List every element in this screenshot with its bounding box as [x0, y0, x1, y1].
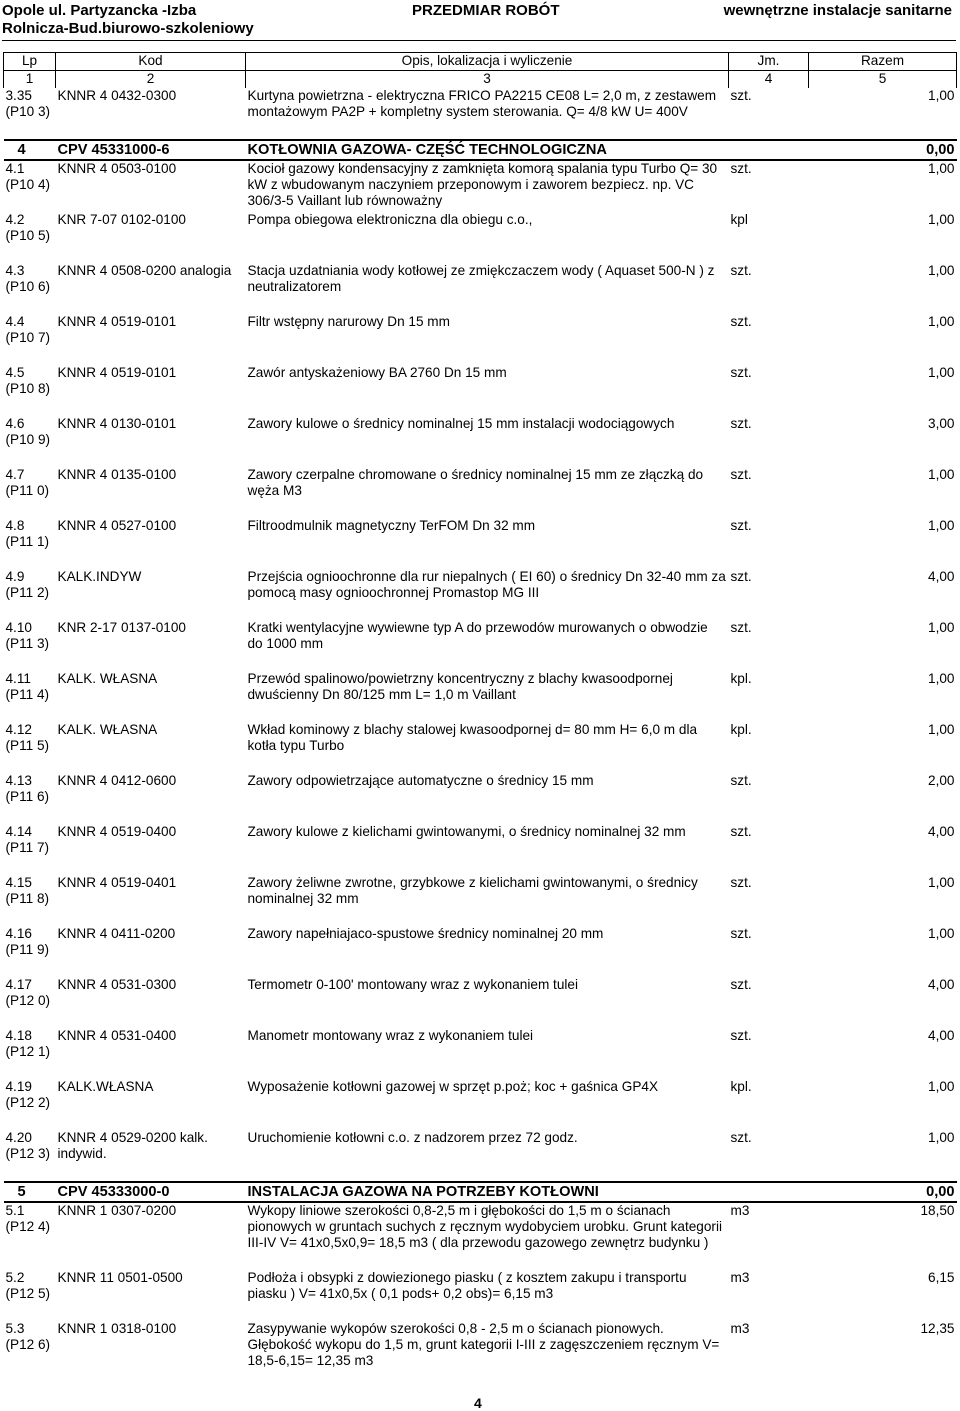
item-code: KNNR 4 0527-0100 — [57, 518, 177, 533]
item-description: Zawory żeliwne zwrotne, grzybkowe z kielichami gwintowanymi, o średnicy nominalnej 32 mm — [247, 875, 698, 906]
page-number: 4 — [474, 1395, 482, 1411]
item-description: Filtr wstępny narurowy Dn 15 mm — [247, 314, 450, 329]
table-row — [4, 1270, 957, 1321]
bill-of-quantities-table — [3, 52, 957, 1372]
item-quantity: 1,00 — [928, 620, 955, 635]
item-code: KNNR 4 0519-0400 — [57, 824, 177, 839]
item-quantity: 4,00 — [928, 1028, 955, 1043]
table-row — [4, 314, 957, 365]
item-description: Przewód spalinowo/powietrzny koncentryczny z blachy kwasoodpornej dwuścienny Dn 80/125 mm L= 1,0 m Vaillant — [247, 671, 673, 702]
item-lp: 4.3 (P10 6) — [5, 263, 51, 294]
section-number: 4 — [4, 140, 56, 160]
col-lp: Lp — [4, 53, 56, 71]
item-lp: 4.4 (P10 7) — [5, 314, 51, 345]
item-description: Kurtyna powietrzna - elektryczna FRICO PA2215 CE08 L= 2,0 m, z zestawem montażowym PA2P + kompletny system sterowania. Q= 4/8 kW U= 400V — [247, 88, 717, 119]
item-description: Manometr montowany wraz z wykonaniem tulei — [247, 1028, 534, 1043]
item-unit: m3 — [730, 1203, 750, 1218]
item-description: Kocioł gazowy kondensacyjny z zamknięta komorą spalania typu Turbo Q= 30 kW z wbudowanym naczyniem przeponowym i zaworem bezpiecz. np. VC 306/3-5 Vaillant lub równoważny — [247, 161, 718, 208]
col-num-2: 2 — [56, 71, 246, 89]
table-row — [4, 824, 957, 875]
col-num-3: 3 — [246, 71, 729, 89]
item-unit: szt. — [730, 569, 752, 584]
col-jm: Jm. — [729, 53, 809, 71]
item-unit: szt. — [730, 875, 752, 890]
table-row — [4, 212, 957, 263]
item-quantity: 1,00 — [928, 1079, 955, 1094]
item-code: KNR 2-17 0137-0100 — [57, 620, 186, 635]
table-row — [4, 518, 957, 569]
item-description: Stacja uzdatniania wody kotłowej ze zmiękczaczem wody ( Aquaset 500-N ) z neutralizatorem — [247, 263, 715, 294]
item-quantity: 1,00 — [928, 161, 955, 176]
table-row — [4, 1321, 957, 1372]
table-row — [4, 365, 957, 416]
item-unit: szt. — [730, 620, 752, 635]
table-row — [4, 88, 957, 140]
item-lp: 4.15 (P11 8) — [5, 875, 50, 906]
item-code: KNNR 1 0307-0200 — [57, 1203, 177, 1218]
section-row — [4, 140, 957, 160]
item-quantity: 1,00 — [928, 722, 955, 737]
item-description: Przejścia ognioochronne dla rur niepalnych ( EI 60) o średnicy Dn 32-40 mm za pomocą masy ognioochronnej Promastop MG III — [247, 569, 726, 600]
item-lp: 4.6 (P10 9) — [5, 416, 51, 447]
item-lp: 5.1 (P12 4) — [5, 1203, 51, 1234]
table-row — [4, 620, 957, 671]
item-quantity: 1,00 — [928, 1130, 955, 1145]
item-lp: 4.20 (P12 3) — [5, 1130, 51, 1161]
item-quantity: 1,00 — [928, 467, 955, 482]
item-code: KNNR 4 0531-0400 — [57, 1028, 177, 1043]
item-description: Kratki wentylacyjne wywiewne typ A do przewodów murowanych o obwodzie do 1000 mm — [247, 620, 708, 651]
item-unit: szt. — [730, 1130, 752, 1145]
item-unit: szt. — [730, 416, 752, 431]
item-quantity: 4,00 — [928, 569, 955, 584]
item-lp: 3.35 (P10 3) — [5, 88, 51, 119]
item-code: KNNR 4 0503-0100 — [57, 161, 177, 176]
item-unit: szt. — [730, 365, 752, 380]
table-row — [4, 671, 957, 722]
item-lp: 4.19 (P12 2) — [5, 1079, 51, 1110]
column-number-row — [4, 71, 957, 89]
col-opis: Opis, lokalizacja i wyliczenie — [246, 53, 729, 71]
item-lp: 4.8 (P11 1) — [5, 518, 50, 549]
item-unit: szt. — [730, 773, 752, 788]
header-divider — [2, 40, 956, 41]
section-code: CPV 45331000-6 — [56, 140, 246, 160]
header-left-line2: Rolnicza-Bud.biurowo-szkoleniowy — [2, 20, 254, 37]
item-quantity: 1,00 — [928, 212, 955, 227]
item-unit: szt. — [730, 263, 752, 278]
item-unit: szt. — [730, 824, 752, 839]
section-code: CPV 45333000-0 — [56, 1182, 246, 1202]
item-code: KNR 7-07 0102-0100 — [57, 212, 186, 227]
item-lp: 4.1 (P10 4) — [5, 161, 51, 192]
item-code: KALK. WŁASNA — [57, 671, 158, 686]
item-description: Termometr 0-100' montowany wraz z wykonaniem tulei — [247, 977, 578, 992]
item-code: KNNR 4 0412-0600 — [57, 773, 177, 788]
item-unit: szt. — [730, 88, 752, 103]
header-left — [2, 2, 254, 38]
item-unit: szt. — [730, 467, 752, 482]
section-row — [4, 1182, 957, 1202]
item-description: Wkład kominowy z blachy stalowej kwasoodpornej d= 80 mm H= 6,0 m dla kotła typu Turbo — [247, 722, 698, 753]
item-lp: 4.11 (P11 4) — [5, 671, 50, 702]
table-row — [4, 569, 957, 620]
item-lp: 4.5 (P10 8) — [5, 365, 51, 396]
item-unit: kpl. — [730, 671, 752, 686]
item-quantity: 18,50 — [920, 1203, 955, 1218]
item-code: KNNR 4 0508-0200 analogia — [57, 263, 232, 278]
col-num-1: 1 — [4, 71, 56, 89]
item-unit: szt. — [730, 1028, 752, 1043]
item-quantity: 1,00 — [928, 263, 955, 278]
item-unit: szt. — [730, 161, 752, 176]
item-code: KNNR 4 0135-0100 — [57, 467, 177, 482]
item-code: KNNR 4 0529-0200 kalk. indywid. — [57, 1130, 208, 1161]
item-quantity: 4,00 — [928, 824, 955, 839]
item-lp: 4.17 (P12 0) — [5, 977, 51, 1008]
item-quantity: 1,00 — [928, 314, 955, 329]
column-header-row — [4, 53, 957, 71]
item-quantity: 1,00 — [928, 671, 955, 686]
item-unit: szt. — [730, 314, 752, 329]
item-quantity: 1,00 — [928, 365, 955, 380]
item-description: Wykopy liniowe szerokości 0,8-2,5 m i głębokości do 1,5 m o ścianach pionowych w gruntach suchych z ręcznym wydobyciem urobku. Grunt kategorii III-IV V= 41x0,5x0,9= 18,5 m3 ( dla przewodu gazowego zewnętrz budynku ) — [247, 1203, 722, 1250]
item-quantity: 1,00 — [928, 926, 955, 941]
item-quantity: 1,00 — [928, 875, 955, 890]
item-quantity: 1,00 — [928, 518, 955, 533]
item-description: Zawory odpowietrzające automatyczne o średnicy 15 mm — [247, 773, 594, 788]
item-quantity: 4,00 — [928, 977, 955, 992]
item-code: KNNR 4 0432-0300 — [57, 88, 177, 103]
item-description: Zawory kulowe z kielichami gwintowanymi, o średnicy nominalnej 32 mm — [247, 824, 686, 839]
item-unit: kpl. — [730, 722, 752, 737]
table-row — [4, 263, 957, 314]
item-description: Zawory kulowe o średnicy nominalnej 15 mm instalacji wodociągowych — [247, 416, 675, 431]
table-body — [4, 53, 957, 1373]
col-num-4: 4 — [729, 71, 809, 89]
item-lp: 4.10 (P11 3) — [5, 620, 50, 651]
item-lp: 5.2 (P12 5) — [5, 1270, 51, 1301]
col-razem: Razem — [809, 53, 957, 71]
item-quantity: 6,15 — [928, 1270, 955, 1285]
item-code: KNNR 11 0501-0500 — [57, 1270, 183, 1285]
item-lp: 4.16 (P11 9) — [5, 926, 50, 957]
section-number: 5 — [4, 1182, 56, 1202]
item-code: KNNR 4 0411-0200 — [57, 926, 176, 941]
item-description: Pompa obiegowa elektroniczna dla obiegu c.o., — [247, 212, 533, 227]
col-num-5: 5 — [809, 71, 957, 89]
item-description: Wyposażenie kotłowni gazowej w sprzęt p.poż; koc + gaśnica GP4X — [247, 1079, 659, 1094]
col-kod: Kod — [56, 53, 246, 71]
item-unit: szt. — [730, 518, 752, 533]
item-description: Uruchomienie kotłowni c.o. z nadzorem przez 72 godz. — [247, 1130, 578, 1145]
page-header — [0, 0, 960, 44]
item-quantity: 1,00 — [928, 88, 955, 103]
item-lp: 4.12 (P11 5) — [5, 722, 50, 753]
section-title: KOTŁOWNIA GAZOWA- CZĘŚĆ TECHNOLOGICZNA — [246, 140, 809, 160]
item-code: KNNR 4 0519-0101 — [57, 314, 177, 329]
item-code: KNNR 1 0318-0100 — [57, 1321, 177, 1336]
header-title: PRZEDMIAR ROBÓT — [412, 2, 560, 19]
table-row — [4, 467, 957, 518]
item-description: Zawór antyskażeniowy BA 2760 Dn 15 mm — [247, 365, 507, 380]
item-description: Zawory czerpalne chromowane o średnicy nominalnej 15 mm ze złączką do węża M3 — [247, 467, 704, 498]
item-lp: 4.14 (P11 7) — [5, 824, 50, 855]
item-quantity: 3,00 — [928, 416, 955, 431]
section-total: 0,00 — [809, 140, 957, 160]
table-row — [4, 773, 957, 824]
table-row — [4, 1079, 957, 1130]
table-row — [4, 1202, 957, 1270]
item-quantity: 2,00 — [928, 773, 955, 788]
table-row — [4, 926, 957, 977]
table-row — [4, 722, 957, 773]
item-quantity: 12,35 — [920, 1321, 955, 1336]
item-lp: 4.13 (P11 6) — [5, 773, 50, 804]
table-row — [4, 875, 957, 926]
table-row — [4, 416, 957, 467]
item-code: KNNR 4 0531-0300 — [57, 977, 177, 992]
item-unit: m3 — [730, 1270, 750, 1285]
item-lp: 4.9 (P11 2) — [5, 569, 50, 600]
item-unit: m3 — [730, 1321, 750, 1336]
item-code: KNNR 4 0519-0101 — [57, 365, 177, 380]
section-total: 0,00 — [809, 1182, 957, 1202]
table-row — [4, 1028, 957, 1079]
item-lp: 4.7 (P11 0) — [5, 467, 50, 498]
item-code: KALK.WŁASNA — [57, 1079, 154, 1094]
section-title: INSTALACJA GAZOWA NA POTRZEBY KOTŁOWNI — [246, 1182, 809, 1202]
item-unit: kpl — [730, 212, 748, 227]
item-unit: kpl. — [730, 1079, 752, 1094]
item-unit: szt. — [730, 977, 752, 992]
item-lp: 4.2 (P10 5) — [5, 212, 51, 243]
table-row — [4, 160, 957, 212]
item-lp: 4.18 (P12 1) — [5, 1028, 51, 1059]
item-unit: szt. — [730, 926, 752, 941]
item-code: KNNR 4 0130-0101 — [57, 416, 177, 431]
item-code: KALK. WŁASNA — [57, 722, 158, 737]
item-description: Zawory napełniajaco-spustowe średnicy nominalnej 20 mm — [247, 926, 604, 941]
header-left-line1: Opole ul. Partyzancka -Izba — [2, 2, 197, 19]
item-description: Podłoża i obsypki z dowiezionego piasku ( z kosztem zakupu i transportu piasku ) V= 41x0,5x ( 0,1 pods+ 0,2 obs)= 6,15 m3 — [247, 1270, 687, 1301]
table-row — [4, 977, 957, 1028]
item-code: KNNR 4 0519-0401 — [57, 875, 177, 890]
table-row — [4, 1130, 957, 1182]
item-description: Filtroodmulnik magnetyczny TerFOM Dn 32 mm — [247, 518, 536, 533]
item-code: KALK.INDYW — [57, 569, 142, 584]
item-lp: 5.3 (P12 6) — [5, 1321, 51, 1352]
header-right: wewnętrzne instalacje sanitarne — [723, 2, 952, 19]
item-description: Zasypywanie wykopów szerokości 0,8 - 2,5 m o ścianach pionowych. Głębokość wykopu do 1,5 m, grunt kategorii I-III z zagęszczeniem ręcznym V= 18,5-6,15= 12,35 m3 — [247, 1321, 720, 1368]
